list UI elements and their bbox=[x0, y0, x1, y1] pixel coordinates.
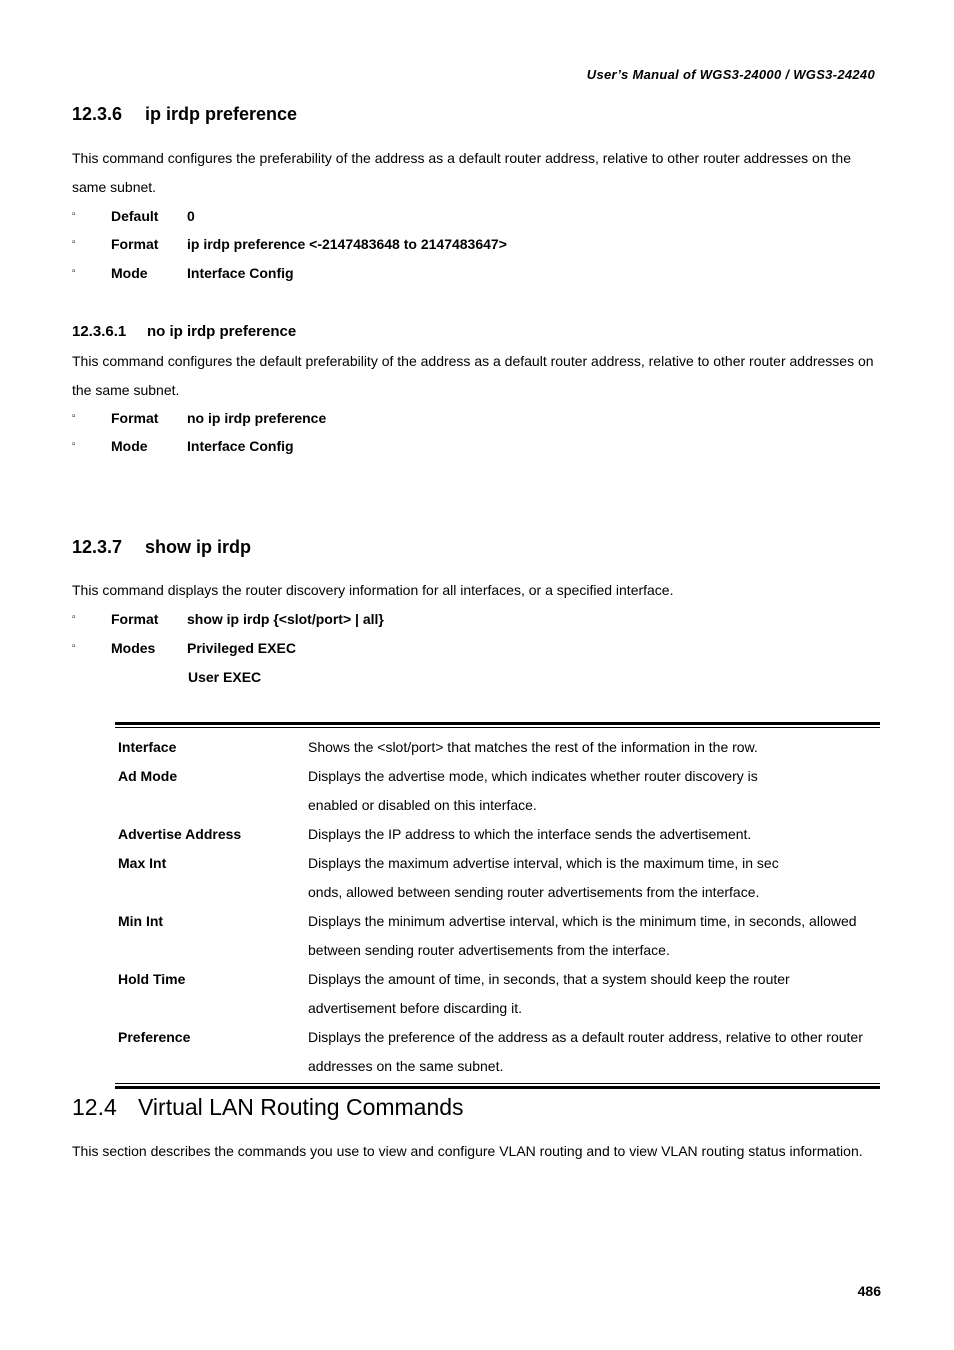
bullet-key: Format bbox=[111, 236, 159, 252]
table-bottom-rule bbox=[115, 1083, 880, 1089]
field-definition bbox=[308, 907, 880, 965]
bullet-square-icon: ▫ bbox=[72, 266, 76, 277]
definition-line: Displays the minimum advertise interval, which is the minimum time, in seconds, allowed bbox=[308, 913, 857, 929]
table-body bbox=[115, 728, 880, 1083]
bullet-value: no ip irdp preference bbox=[187, 410, 327, 426]
definition-line: onds, allowed between sending router advertisements from the interface. bbox=[308, 884, 760, 900]
field-term: Preference bbox=[118, 1029, 191, 1045]
field-term: Min Int bbox=[118, 913, 164, 929]
subsection-number: 12.3.6.1 bbox=[72, 323, 127, 340]
definition-line: advertisement before discarding it. bbox=[308, 1000, 522, 1016]
section-title: Virtual LAN Routing Commands bbox=[138, 1094, 464, 1120]
table-row bbox=[115, 965, 880, 1023]
bullet-key: Mode bbox=[111, 265, 148, 281]
subsection-title: no ip irdp preference bbox=[147, 323, 297, 340]
bullet-value: Interface Config bbox=[187, 265, 294, 281]
definition-line: Displays the amount of time, in seconds, that a system should keep the router bbox=[308, 971, 790, 987]
bullet-key: Format bbox=[111, 410, 159, 426]
running-header: User’s Manual of WGS3-24000 / WGS3-24240 bbox=[586, 67, 875, 82]
definition-line: Displays the preference of the address as a default router address, relative to other router bbox=[308, 1029, 863, 1045]
bullet-key: Format bbox=[111, 611, 159, 627]
section-number: 12.3.6 bbox=[72, 104, 123, 124]
definition-line: Displays the maximum advertise interval, which is the maximum time, in sec bbox=[308, 855, 779, 871]
bullet-key: Mode bbox=[111, 438, 148, 454]
definition-line: Displays the advertise mode, which indicates whether router discovery is bbox=[308, 768, 758, 784]
table-row bbox=[115, 820, 880, 849]
field-term: Advertise Address bbox=[118, 826, 242, 842]
section-title: show ip irdp bbox=[145, 537, 251, 557]
field-term: Interface bbox=[118, 739, 177, 755]
bullet-value: Interface Config bbox=[187, 438, 294, 454]
field-term: Max Int bbox=[118, 855, 167, 871]
table-row bbox=[115, 1023, 880, 1081]
section-heading-show-ip-irdp bbox=[72, 537, 251, 558]
section-heading-ip-irdp-preference bbox=[72, 104, 297, 125]
section-description: This command configures the preferability of the address as a default router address, relative to other router addresses on the same subnet. bbox=[72, 150, 851, 195]
bullet-square-icon: ▫ bbox=[72, 411, 76, 422]
extra-mode-value: User EXEC bbox=[188, 669, 262, 685]
field-definition bbox=[308, 1023, 880, 1081]
bullet-square-icon: ▫ bbox=[72, 237, 76, 248]
bullet-value: 0 bbox=[187, 208, 195, 224]
section-description: This command displays the router discovery information for all interfaces, or a specified interface. bbox=[72, 582, 674, 598]
definition-line: Shows the <slot/port> that matches the rest of the information in the row. bbox=[308, 739, 758, 755]
table-row bbox=[115, 849, 880, 907]
bullet-value: ip irdp preference <-2147483648 to 2147483647> bbox=[187, 236, 507, 252]
field-definition bbox=[308, 733, 880, 762]
definition-line: Displays the IP address to which the interface sends the advertisement. bbox=[308, 826, 752, 842]
subsection-description: This command configures the default preferability of the address as a default router address, relative to other router addresses on the same subnet. bbox=[72, 353, 874, 398]
field-term: Ad Mode bbox=[118, 768, 178, 784]
definition-line: enabled or disabled on this interface. bbox=[308, 797, 537, 813]
page-number: 486 bbox=[857, 1283, 881, 1299]
field-definition bbox=[308, 965, 880, 1023]
table-row bbox=[115, 907, 880, 965]
section-description: This section describes the commands you use to view and configure VLAN routing and to view VLAN routing status information. bbox=[72, 1143, 863, 1159]
section-title: ip irdp preference bbox=[145, 104, 298, 124]
bullet-value: Privileged EXEC bbox=[187, 640, 296, 656]
definition-line: between sending router advertisements from the interface. bbox=[308, 942, 670, 958]
definition-line: addresses on the same subnet. bbox=[308, 1058, 504, 1074]
bullet-square-icon: ▫ bbox=[72, 612, 76, 623]
bullet-square-icon: ▫ bbox=[72, 439, 76, 450]
table-row bbox=[115, 733, 880, 762]
bullet-key: Modes bbox=[111, 640, 156, 656]
chapter-heading-vlan-routing bbox=[72, 1094, 464, 1121]
subsection-heading-no-ip-irdp-preference bbox=[72, 323, 296, 340]
section-number: 12.4 bbox=[72, 1094, 117, 1120]
section-number: 12.3.7 bbox=[72, 537, 123, 557]
bullet-square-icon: ▫ bbox=[72, 641, 76, 652]
field-term: Hold Time bbox=[118, 971, 186, 987]
bullet-square-icon: ▫ bbox=[72, 209, 76, 220]
bullet-value: show ip irdp {<slot/port> | all} bbox=[187, 611, 384, 627]
field-definition bbox=[308, 820, 880, 849]
field-definition bbox=[308, 849, 880, 907]
bullet-key: Default bbox=[111, 208, 159, 224]
table-row bbox=[115, 762, 880, 820]
field-definition bbox=[308, 762, 880, 820]
field-description-table bbox=[115, 722, 880, 1089]
